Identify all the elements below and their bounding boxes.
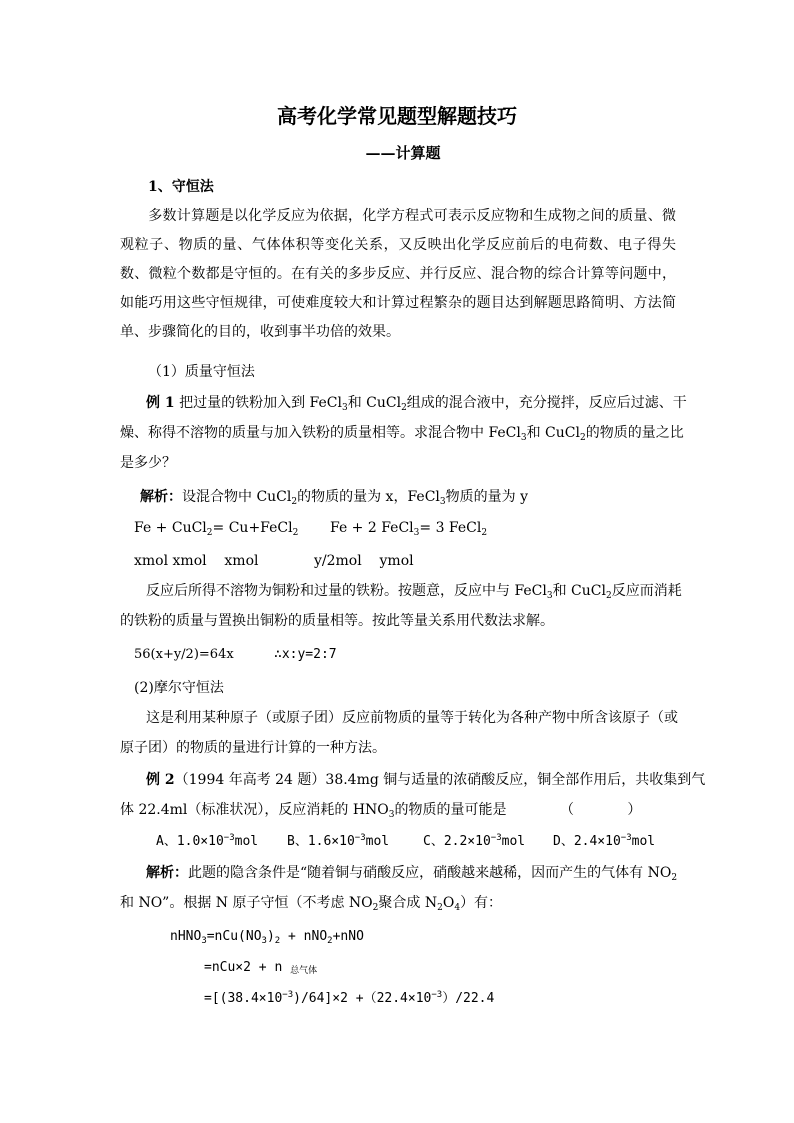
intro-paragraph [120,202,676,347]
page-subtitle: ——计算题 [365,144,441,162]
formula-line-3 [204,989,494,1009]
solution-2-line-2: 和 NO”。根据 N 原子守恒（不考虑 $NO_2$聚合成 $N_2O_4$）有： [120,895,503,913]
example-2-text: 体 22.4ml（标准状况），反应消耗的 HNO [120,802,389,818]
solution-text: ）有： [460,895,503,911]
example-1-text: 的物质的量之比 [585,425,684,441]
formula-text: =[(38.4×10 [204,991,283,1006]
example-1-label: 例 1 [146,395,175,411]
solution-text: 和 CuCl [552,583,606,599]
mole-line-1: xmol xmol xmol [134,553,259,569]
solution-text: 反应后所得不溶物为铜粉和过量的铁粉。按题意，反应中与 FeCl [146,583,547,599]
formula-exponent: −3 [282,990,294,1000]
formula-text: nHNO [170,929,202,944]
example-1-line-2: 燥、称得不溶物的质量与加入铁粉的质量相等。求混合物中 FeCl$_3$和 CuCl$_2$的物质的量之比 [120,425,684,443]
option-text: C、2.2×10 [423,834,491,849]
solution-label: 解析： [146,865,188,881]
page-title: 高考化学常见题型解题技巧 [277,104,517,128]
example-1-text: 和 CuCl [347,395,402,411]
example-1-text: 组成的混合液中，充分搅拌，反应后过滤、干 [406,395,687,411]
option-unit: mol [631,834,656,849]
subsection-mass-conservation: （1）质量守恒法 [148,364,255,380]
option-exponent: −3 [223,833,235,843]
option-exponent: −3 [490,833,502,843]
formula-line-1: $nHNO_3=nCu(NO_3)_2 + nNO_2+nNO$ [170,929,364,946]
option-unit: mol [365,834,390,849]
option-b [287,832,389,852]
solution-text: 聚合成 N [378,895,438,911]
solution-text: 此题的隐含条件是“随着铜与硝酸反应，硝酸越来越稀，因而产生的气体有 NO [188,865,672,881]
solution-1-intro: 解析：设混合物中 CuCl$_2$的物质的量为 x，FeCl$_3$物质的量为 y [140,489,528,507]
mole-line-2: y/2mol ymol [314,553,414,569]
option-d [553,832,655,852]
solution-1-para-1: 反应后所得不溶物为铜粉和过量的铁粉。按题意，反应中与 FeCl$_3$和 CuCl$_2$反应而消耗 [146,583,682,601]
formula-text: =nCu(NO [206,929,262,944]
example-1-line-3: 是多少？ [120,455,176,471]
equation-1: Fe + CuCl$_2$= Cu+FeCl$_2$ [134,520,299,538]
intro-text: 多数计算题是以化学反应为依据，化学方程式可表示反应物和生成物之间的质量、微观粒子、物质的量、气体体积等变化关系，又反映出化学反应前后的电荷数、电子得失数、微粒个数都是守恒的。在有关的多步反应、并行反应、混合物的综合计算等问题中，如能巧用这些守恒规律，可使难度较大和计算过程繁杂的题目达到解题思路简明、方法简单、步骤简化的目的，收到事半功倍的效果。 [120,208,676,340]
option-exponent: −3 [354,833,366,843]
formula-subscript: 总气体 [290,966,318,976]
solution-text: O [442,895,455,911]
solution-1-para-2: 的铁粉的质量与置换出铜粉的质量相等。按此等量关系用代数法求解。 [120,613,554,629]
option-unit: mol [501,834,526,849]
formula-exponent: −3 [431,990,443,1000]
formula-text: +nNO [332,929,364,944]
option-a [156,832,258,852]
option-text: D、2.4×10 [553,834,621,849]
example-1-text: 和 CuCl [526,425,580,441]
mole-description-2: 原子团）的物质的量进行计算的一种方法。 [120,740,386,756]
option-exponent: −3 [620,833,632,843]
example-2-text: （1994 年高考 24 题）38.4mg 铜与适量的浓硝酸反应，铜全部作用后，共收集到气 [174,772,706,788]
option-text: A、1.0×10 [156,834,224,849]
answer-bracket: （ ） [560,802,642,818]
solution-text: 和 NO”。根据 N 原子守恒（不考虑 NO [120,895,373,911]
example-2-text: 的物质的量可能是 [394,802,507,818]
example-2-label: 例 2 [146,772,175,788]
formula-line-2 [204,958,317,979]
solution-text: 设混合物中 CuCl [182,489,292,505]
equation-text: Fe + 2 FeCl [330,520,414,536]
solution-2-line-1: 解析：此题的隐含条件是“随着铜与硝酸反应，硝酸越来越稀，因而产生的气体有 $NO_2$ [146,865,678,883]
example-1-text: 燥、称得不溶物的质量与加入铁粉的质量相等。求混合物中 FeCl [120,425,521,441]
solution-text: 反应而消耗 [611,583,682,599]
subsection-mole-conservation: (2)摩尔守恒法 [134,680,224,696]
example-2-line-2: 体 22.4ml（标准状况），反应消耗的 $HNO_3$的物质的量可能是 [120,802,507,820]
mole-description-1: 这是利用某种原子（或原子团）反应前物质的量等于转化为各种产物中所含该原子（或 [146,710,678,726]
option-unit: mol [234,834,259,849]
option-text: B、1.6×10 [287,834,355,849]
formula-text: ）/22.4 [442,991,495,1006]
calc-line: 56(x+y/2)=64x [134,647,234,662]
equation-text: = Cu+FeCl [212,520,293,536]
example-1-line-1: 例 1 把过量的铁粉加入到 FeCl$_3$和 CuCl$_2$组成的混合液中，充分搅拌，反应后过滤、干 [146,395,687,413]
ratio-line: ∴x:y=2:7 [274,647,337,662]
equation-text: = 3 FeCl [419,520,482,536]
section-heading: 1、守恒法 [148,179,214,195]
formula-text: )/64]×2 +（22.4×10 [293,991,432,1006]
solution-text: 的物质的量为 x，FeCl [297,489,440,505]
option-c [423,832,525,852]
formula-text: + nNO [280,929,328,944]
solution-label: 解析： [140,489,182,505]
formula-text: =nCu×2 + n [204,960,283,975]
example-1-text: 把过量的铁粉加入到 FeCl [179,395,342,411]
example-2-line-1 [146,770,705,790]
equation-2: Fe + 2 FeCl$_3$= 3 FeCl$_2$ [330,520,488,538]
formula-text: ) [266,929,275,944]
solution-text: 物质的量为 y [445,489,528,505]
equation-text: Fe + CuCl [134,520,207,536]
